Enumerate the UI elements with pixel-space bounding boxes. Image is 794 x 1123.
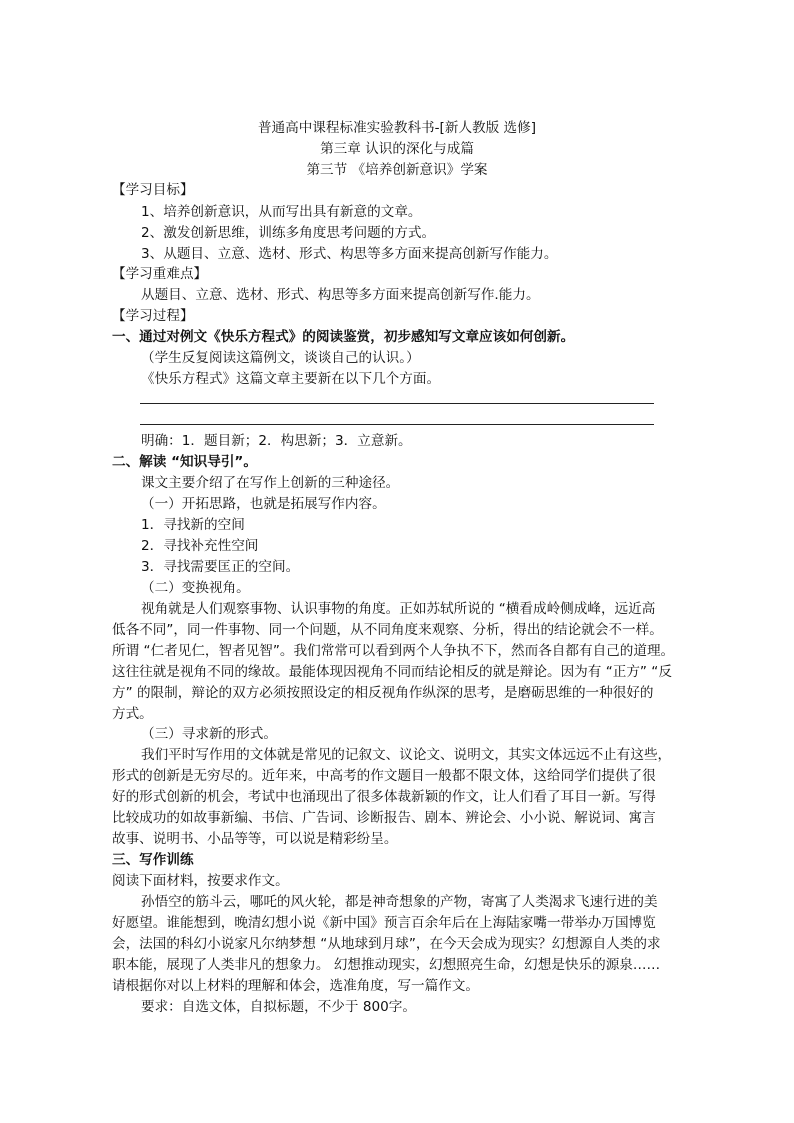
section-1-paragraph: （学生反复阅读这篇例文，谈谈自己的认识。）	[141, 350, 420, 366]
list-item: 2．寻找补充性空间	[141, 538, 259, 554]
section-3-intro: 阅读下面材料，按要求作文。	[112, 873, 289, 889]
section-3-title: 三、写作训练	[112, 852, 194, 868]
subsection-3-title: （三）寻求新的形式。	[141, 726, 277, 742]
paragraph-line: 形式的创新是无穷尽的。近年来，中高考的作文题目一般都不限文体，这给同学们提供了很	[112, 768, 656, 784]
section-2-title: 二、解读 “知识导引”。	[112, 454, 257, 470]
paragraph-line: 视角就是人们观察事物、认识事物的角度。正如苏轼所说的 “横看成岭侧成峰，远近高	[141, 601, 656, 617]
paragraph-line: 孙悟空的筋斗云，哪吒的风火轮，都是神奇想象的产物，寄寓了人类渴求飞速行进的美	[141, 894, 658, 910]
paragraph-line: 所谓 “仁者见仁，智者见智”。我们常常可以看到两个人争执不下，然而各自都有自己的道理。	[112, 643, 675, 659]
paragraph-line: 低各不同”，同一件事物、同一个问题，从不同角度来观察、分析，得出的结论就会不一样。	[112, 622, 663, 638]
list-item: 1．寻找新的空间	[141, 517, 245, 533]
answer-blank-line	[140, 424, 654, 425]
key-heading: 【学习重难点】	[112, 266, 208, 282]
paragraph-line: 方” 的限制，辩论的双方必须按照设定的相反视角作纵深的思考，是磨砺思维的一种很好的	[112, 685, 654, 701]
subsection-2-title: （二）变换视角。	[141, 580, 250, 596]
section-1-paragraph: 《快乐方程式》这篇文章主要新在以下几个方面。	[141, 371, 441, 387]
doc-header-line1: 普通高中课程标准实验教科书-[新人教版 选修]	[257, 120, 537, 136]
goals-heading: 【学习目标】	[112, 182, 194, 198]
section-2-intro: 课文主要介绍了在写作上创新的三种途径。	[141, 475, 400, 491]
paragraph-line: 好的形式创新的机会，考试中也涌现出了很多体裁新颖的作文，让人们看了耳目一新。写得	[112, 789, 656, 805]
answer-blank-line	[140, 403, 654, 404]
subsection-1-title: （一）开拓思路，也就是拓展写作内容。	[141, 496, 386, 512]
paragraph-line: 比较成功的如故事新编、书信、广告词、诊断报告、剧本、辨论会、小小说、解说词、寓言	[112, 810, 656, 826]
paragraph-line: 我们平时写作用的文体就是常见的记叙文、议论文、说明文，其实文体远远不止有这些，	[141, 747, 672, 763]
section-1-title: 一、通过对例文《快乐方程式》的阅读鉴赏，初步感知写文章应该如何创新。	[112, 329, 575, 345]
paragraph-line: 请根据你对以上材料的理解和体会，选准角度，写一篇作文。	[112, 978, 480, 994]
key-text: 从题目、立意、选材、形式、构思等多方面来提高创新写作.能力。	[141, 287, 540, 303]
paragraph-line: 好愿望。谁能想到，晚清幻想小说《新中国》预言百余年后在上海陆家嘴一带举办万国博览	[112, 915, 656, 931]
doc-header-line2: 第三章 认识的深化与成篇	[320, 141, 474, 157]
paragraph-line: 职本能，展现了人类非凡的想象力。 幻想推动现实，幻想照亮生命，幻想是快乐的源泉……	[112, 957, 661, 973]
doc-header-line3: 第三节 《培养创新意识》学案	[306, 162, 488, 178]
goal-item: 2、激发创新思维，训练多角度思考问题的方式。	[141, 225, 436, 241]
section-1-answer: 明确：1．题目新；2．构思新；3．立意新。	[141, 433, 412, 449]
paragraph-line: 这往往就是视角不同的缘故。最能体现因视角不同而结论相反的就是辩论。因为有 “正方” “反	[112, 664, 672, 680]
goal-item: 1、培养创新意识，从而写出具有新意的文章。	[141, 204, 422, 220]
goal-item: 3、从题目、立意、选材、形式、构思等多方面来提高创新写作能力。	[141, 246, 558, 262]
paragraph-line: 故事、说明书、小品等等，可以说是精彩纷呈。	[112, 831, 398, 847]
process-heading: 【学习过程】	[112, 308, 194, 324]
list-item: 3．寻找需要匡正的空间。	[141, 559, 300, 575]
paragraph-line: 会，法国的科幻小说家凡尔纳梦想 “从地球到月球”，在今天会成为现实？幻想源自人类的求	[112, 936, 661, 952]
paragraph-line: 方式。	[112, 706, 153, 722]
section-3-requirement: 要求：自选文体，自拟标题，不少于 800字。	[141, 999, 416, 1015]
